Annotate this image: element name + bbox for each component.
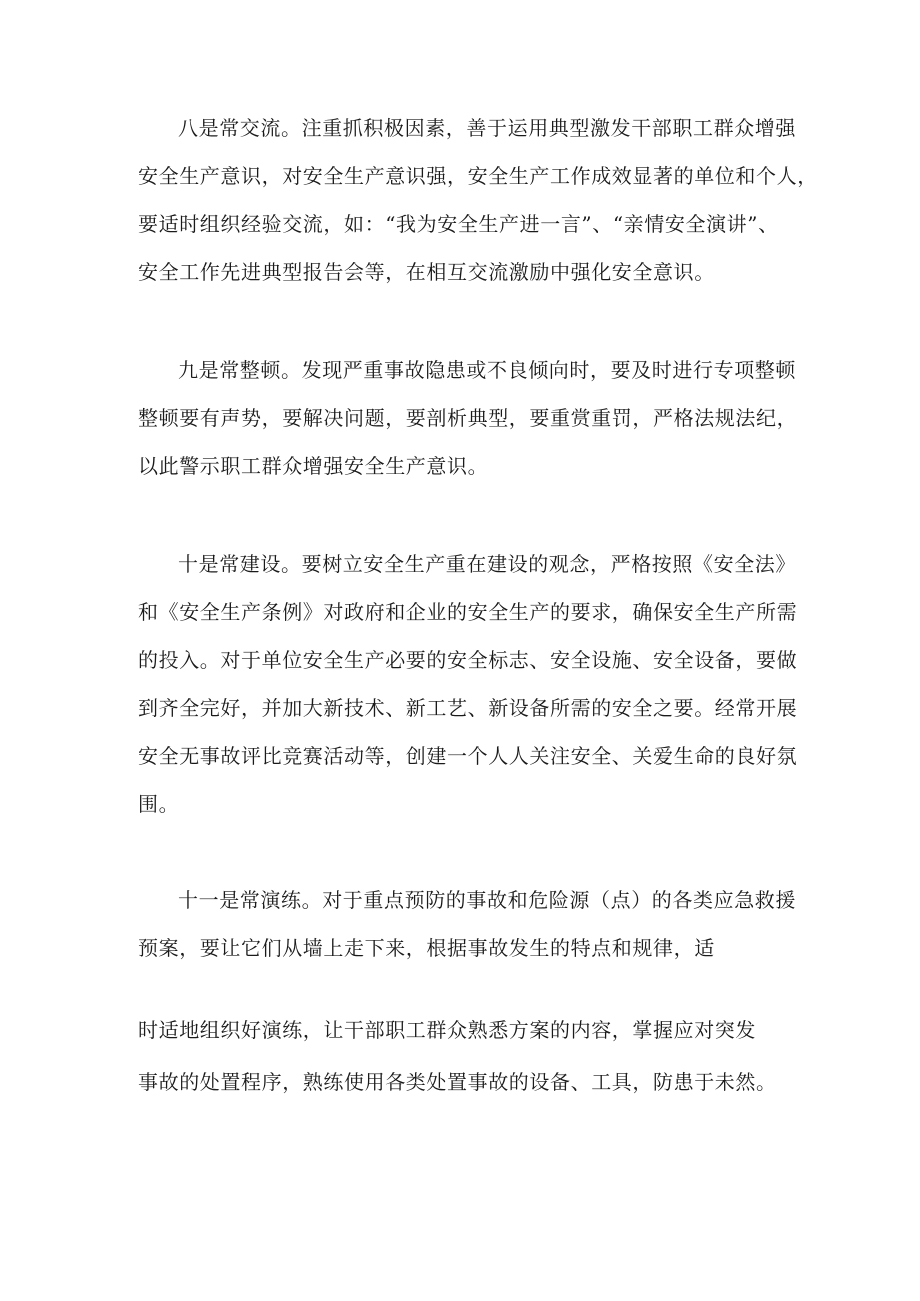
- paragraph-line: 安全无事故评比竞赛活动等，创建一个人人关注安全、关爱生命的良好氛: [138, 744, 798, 768]
- paragraph-line: 安全工作先进典型报告会等，在相互交流激励中强化安全意识。: [138, 260, 715, 284]
- paragraph-line: 预案，要让它们从墙上走下来，根据事故发生的特点和规律，适: [138, 936, 715, 960]
- paragraph-line: 十一是常演练。对于重点预防的事故和危险源（点）的各类应急救援: [178, 888, 796, 912]
- paragraph-line: 九是常整顿。发现严重事故隐患或不良倾向时，要及时进行专项整顿: [178, 358, 796, 382]
- paragraph-line: 安全生产意识，对安全生产意识强，安全生产工作成效显著的单位和个人，: [138, 164, 818, 188]
- paragraph-line: 要适时组织经验交流，如：“我为安全生产进一言”、“亲情安全演讲”、: [138, 212, 779, 236]
- paragraph-line: 和《安全生产条例》对政府和企业的安全生产的要求，确保安全生产所需: [138, 600, 798, 624]
- paragraph-line: 整顿要有声势，要解决问题，要剖析典型，要重赏重罚，严格法规法纪，: [138, 406, 798, 430]
- paragraph-line: 八是常交流。注重抓积极因素，善于运用典型激发干部职工群众增强: [178, 116, 796, 140]
- paragraph-line: 十是常建设。要树立安全生产重在建设的观念，严格按照《安全法》: [178, 552, 796, 576]
- paragraph-line: 时适地组织好演练，让干部职工群众熟悉方案的内容，掌握应对突发: [138, 1018, 756, 1042]
- paragraph-line: 的投入。对于单位安全生产必要的安全标志、安全设施、安全设备，要做: [138, 648, 798, 672]
- paragraph-line: 围。: [138, 792, 180, 816]
- paragraph-line: 到齐全完好，并加大新技术、新工艺、新设备所需的安全之要。经常开展: [138, 696, 798, 720]
- paragraph-line: 事故的处置程序，熟练使用各类处置事故的设备、工具，防患于未然。: [138, 1070, 777, 1094]
- paragraph-line: 以此警示职工群众增强安全生产意识。: [138, 454, 489, 478]
